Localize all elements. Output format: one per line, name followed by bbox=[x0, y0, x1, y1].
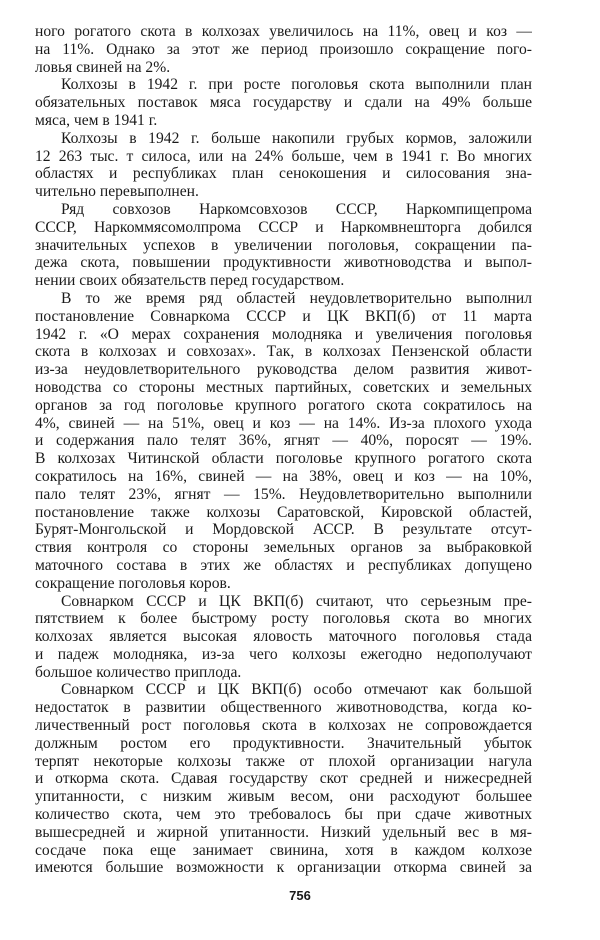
text-line: должным ростом его продуктивности. Значительный убыток bbox=[35, 734, 532, 752]
text-line: пятствием к более быстрому росту поголовья скота во многих bbox=[35, 610, 532, 628]
text-line: нении своих обязательств перед государством. bbox=[35, 272, 345, 290]
text-line: ного рогатого скота в колхозах увеличилось на 11%, овец и коз — bbox=[35, 23, 532, 40]
text-line: личественный рост поголовья скота в колхозах не сопровождается bbox=[35, 717, 532, 735]
text-line: органов за год поголовье крупного рогатого скота сократилось на bbox=[35, 396, 532, 414]
text-line: и откорма скота. Сдавая государству скот средней и нижесредней bbox=[35, 770, 532, 788]
text-line: Совнарком СССР и ЦК ВКП(б) особо отмечают как большой bbox=[61, 681, 532, 699]
text-line: большое количество приплода. bbox=[35, 663, 242, 681]
text-line: В колхозах Читинской области поголовье крупного рогатого скота bbox=[35, 450, 532, 468]
text-line: дежа скота, повышении продуктивности животноводства и выпол- bbox=[35, 254, 532, 272]
text-line: Колхозы в 1942 г. при росте поголовья скота выполнили план bbox=[61, 76, 532, 94]
text-line: В то же время ряд областей неудовлетворительно выполнил bbox=[61, 289, 532, 307]
text-line: мяса, чем в 1941 г. bbox=[35, 111, 158, 129]
text-line: колхозах является высокая яловость маточного поголовья стада bbox=[35, 628, 532, 646]
page-body-text bbox=[35, 23, 532, 877]
text-line: постановление Совнаркома СССР и ЦК ВКП(б) от 11 марта bbox=[35, 307, 532, 325]
text-line: маточного состава в этих же областях и республиках допущено bbox=[35, 556, 532, 574]
text-line: из-за неудовлетворительного руководства делом развития живот- bbox=[35, 361, 532, 379]
text-line: Ряд совхозов Наркомсовхозов СССР, Наркомпищепрома bbox=[61, 200, 532, 218]
text-line: новодства со стороны местных партийных, советских и земельных bbox=[35, 378, 532, 396]
text-line: сокращение поголовья коров. bbox=[35, 574, 231, 592]
text-line: ловья свиней на 2%. bbox=[35, 58, 171, 76]
text-line: пало телят 23%, ягнят — 15%. Неудовлетворительно выполнили bbox=[35, 485, 532, 503]
text-line: упитанности, с низким живым весом, они расходуют большее bbox=[35, 788, 532, 806]
text-line: обязательных поставок мяса государству и сдали на 49% больше bbox=[35, 94, 532, 112]
text-line: вышесредней и жирной упитанности. Низкий удельный вес в мя- bbox=[35, 823, 532, 841]
text-line: и падеж молодняка, из-за чего колхозы ежегодно недополучают bbox=[35, 645, 532, 663]
text-line: Совнарком СССР и ЦК ВКП(б) считают, что серьезным пре- bbox=[61, 592, 532, 610]
text-line: имеются большие возможности к организации откорма свиней за bbox=[35, 859, 532, 877]
text-line: количество скота, чем это требовалось бы при сдаче животных bbox=[35, 806, 532, 824]
text-line: значительных успехов в увеличении поголовья, сокращении па- bbox=[35, 236, 532, 254]
text-line: 4%, свиней — на 51%, овец и коз — на 14%. Из-за плохого ухода bbox=[35, 414, 532, 432]
text-line: 12 263 тыс. т силоса, или на 24% больше, чем в 1941 г. Во многих bbox=[35, 147, 532, 165]
text-line: недостаток в развитии общественного животноводства, когда ко- bbox=[35, 699, 532, 717]
text-line: Бурят-Монгольской и Мордовской АССР. В результате отсут- bbox=[35, 521, 532, 539]
text-line: сосдаче пока еще занимает свинина, хотя в каждом колхозе bbox=[35, 841, 532, 859]
text-line: Колхозы в 1942 г. больше накопили грубых кормов, заложили bbox=[61, 129, 532, 147]
page-number: 756 bbox=[289, 888, 311, 903]
text-line: терпят некоторые колхозы также от плохой организации нагула bbox=[35, 752, 532, 770]
text-line: скота в колхозах и совхозах». Так, в колхозах Пензенской области bbox=[35, 343, 532, 361]
text-line: на 11%. Однако за этот же период произошло сокращение пого- bbox=[35, 40, 532, 58]
text-line: областях и республиках план сенокошения и силосования зна- bbox=[35, 165, 532, 183]
text-line: ствия контроля со стороны земельных органов за выбраковкой bbox=[35, 539, 532, 557]
text-line: СССР, Наркоммясомолпрома СССР и Наркомвнешторга добился bbox=[35, 218, 532, 236]
text-line: 1942 г. «О мерах сохранения молодняка и увеличения поголовья bbox=[35, 325, 532, 343]
text-line: сократилось на 16%, свиней — на 38%, овец и коз — на 10%, bbox=[35, 467, 532, 485]
text-line: и содержания пало телят 36%, ягнят — 40%, поросят — 19%. bbox=[35, 432, 532, 450]
text-line: чительно перевыполнен. bbox=[35, 183, 199, 201]
text-line: постановление также колхозы Саратовской, Кировской областей, bbox=[35, 503, 532, 521]
